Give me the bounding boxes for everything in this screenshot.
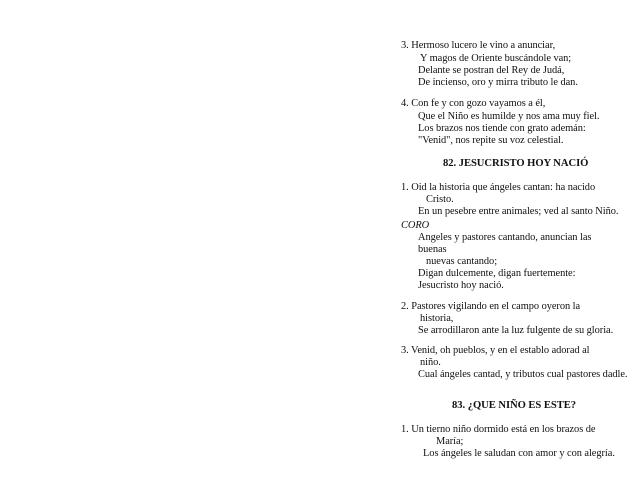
- verse-line: Los brazos nos tiende con grato ademán:: [418, 123, 586, 134]
- verse-line: Cual ángeles cantad, y tributos cual pastores dadle.: [418, 369, 628, 380]
- chorus-line: Jesucristo hoy nació.: [418, 280, 504, 291]
- hymn-title: 82. JESUCRISTO HOY NACIÓ: [443, 158, 589, 169]
- verse-line: María;: [436, 436, 464, 447]
- verse-line: 2. Pastores vigilando en el campo oyeron la: [401, 301, 581, 312]
- verse-line: 1. Oid la historia que ángeles cantan: ha nacido: [401, 182, 596, 193]
- verse-line: Cristo.: [426, 194, 454, 205]
- chorus-label: CORO: [401, 220, 430, 231]
- chorus-line: nuevas cantando;: [426, 256, 498, 267]
- verse-line: 1. Un tierno niño dormido está en los brazos de: [401, 424, 596, 435]
- chorus-line: Digan dulcemente, digan fuertemente:: [418, 268, 576, 279]
- chorus-line: Angeles y pastores cantando, anuncian las: [418, 232, 592, 243]
- verse-line: historia,: [420, 313, 454, 324]
- verse-line: 3. Venid, oh pueblos, y en el establo adorad al: [401, 345, 590, 356]
- verse-line: Los ángeles le saludan con amor y con alegría.: [423, 448, 615, 459]
- verse-line: Y magos de Oriente buscándole van;: [420, 53, 572, 64]
- verse-line: "Venid", nos repite su voz celestial.: [418, 135, 564, 146]
- verse-line: Delante se postran del Rey de Judá,: [418, 65, 565, 76]
- chorus-line: buenas: [418, 244, 447, 255]
- verse-line: Se arrodillaron ante la luz fulgente de su gloria.: [418, 325, 614, 336]
- verse-line: niño.: [420, 357, 441, 368]
- verse-line: 4. Con fe y con gozo vayamos a él,: [401, 98, 546, 109]
- verse-line: En un pesebre entre animales; ved al santo Niño.: [418, 206, 619, 217]
- hymn-title: 83. ¿QUE NIÑO ES ESTE?: [452, 400, 576, 411]
- verse-line: De incienso, oro y mirra tributo le dan.: [418, 77, 578, 88]
- verse-line: Que el Niño es humilde y nos ama muy fiel.: [418, 111, 600, 122]
- verse-line: 3. Hermoso lucero le vino a anunciar,: [401, 40, 556, 51]
